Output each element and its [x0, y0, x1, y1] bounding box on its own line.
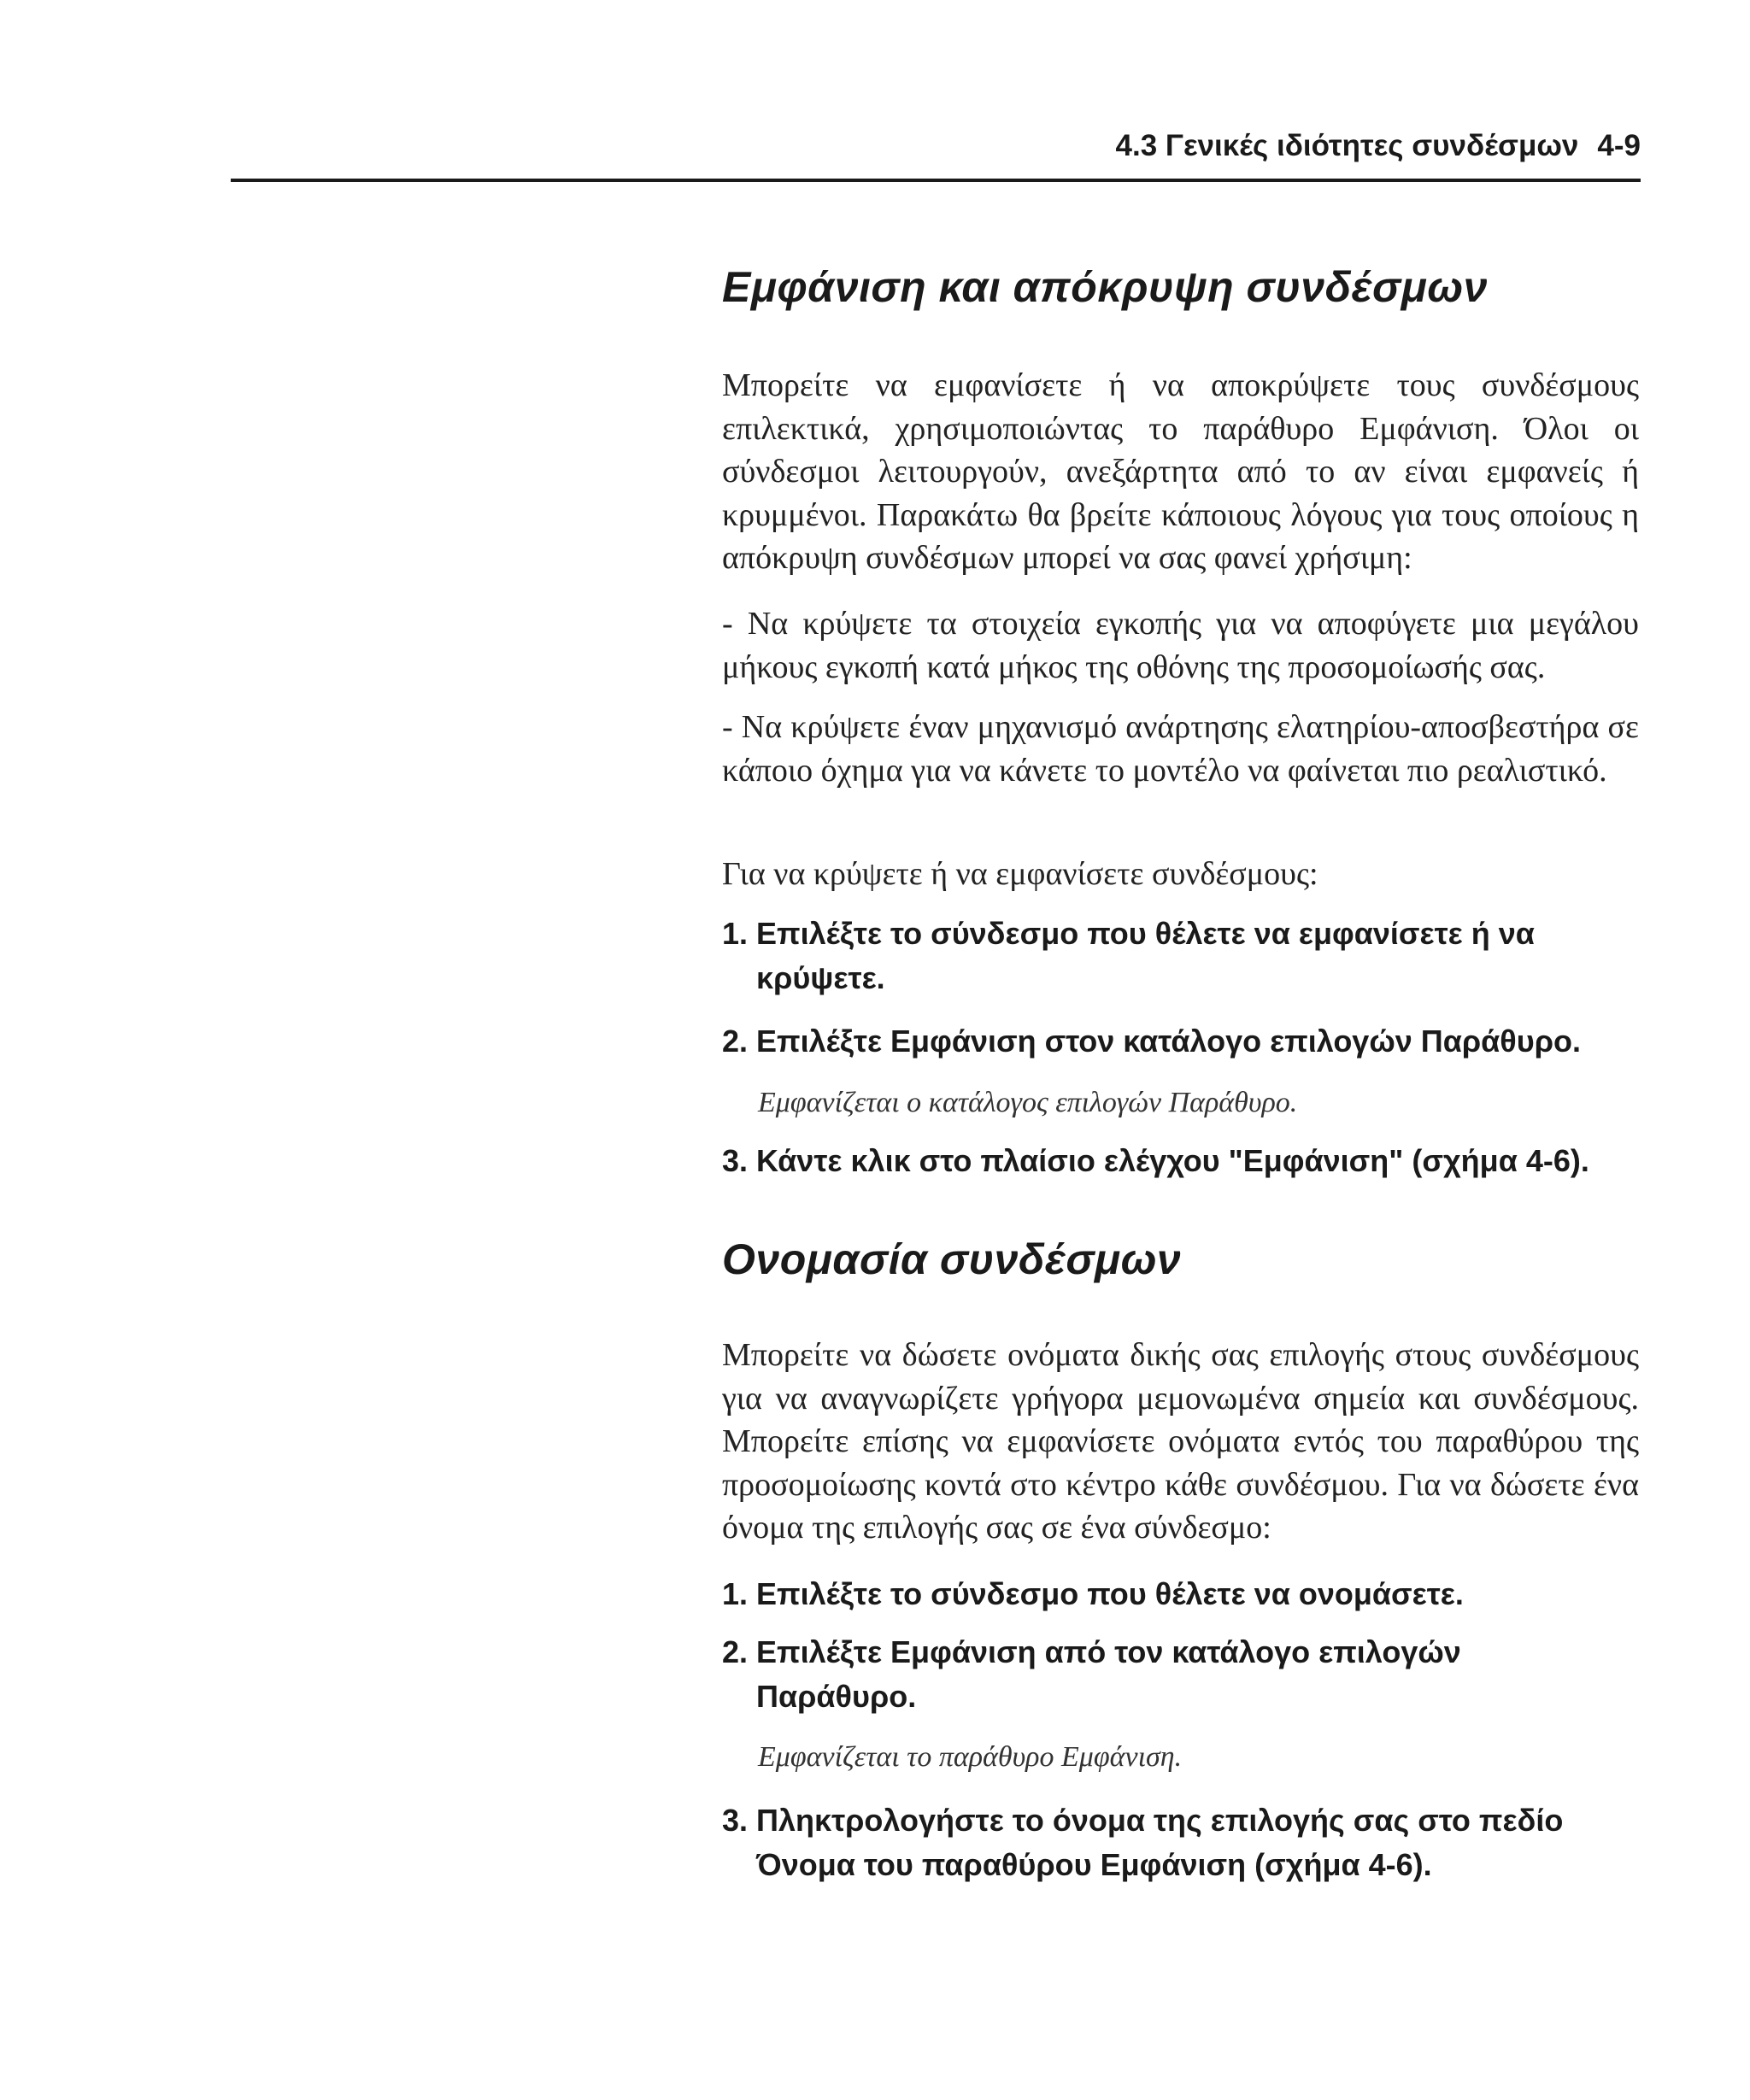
- section-title-naming: Ονομασία συνδέσμων: [722, 1235, 1182, 1283]
- paragraph-intro-naming: Μπορείτε να δώσετε ονόματα δικής σας επιλογής στους συνδέσμους για να αναγνωρίζετε γρήγορα μεμονωμένα σημεία και συνδέσμους. Μπορείτε επίσης να εμφανίσετε ονόματα εντός του παραθύρου της προσομοίωσης κοντά στο κέντρο κάθε συνδέσμου. Για να δώσετε ένα όνομα της επιλογής σας σε ένα σύνδεσμο:: [722, 1337, 1639, 1546]
- paragraph-reason-2: - Να κρύψετε έναν μηχανισμό ανάρτησης ελατηρίου-αποσβεστήρα σε κάποιο όχημα για να κάνετε το μοντέλο να φαίνεται πιο ρεαλιστικό.: [722, 709, 1639, 789]
- step-item: [722, 1139, 1639, 1183]
- step-item: [722, 1630, 1508, 1719]
- reason-1-block: [722, 602, 1639, 689]
- step-result-note: Εμφανίζεται ο κατάλογος επιλογών Παράθυρο.: [758, 1087, 1298, 1118]
- paragraph-intro-show-hide: Μπορείτε να εμφανίσετε ή να αποκρύψετε τους συνδέσμους επιλεκτικά, χρησιμοποιώντας το παράθυρο Εμφάνιση. Όλοι οι σύνδεσμοι λειτουργούν, ανεξάρτητα από το αν είναι εμφανείς ή κρυμμένοι. Παρακάτω θα βρείτε κάποιους λόγους για τους οποίους η απόκρυψη συνδέσμων μπορεί να σας φανεί χρήσιμη:: [722, 367, 1639, 576]
- naming-step-2-result-block: [722, 1738, 1639, 1777]
- section-show-hide-title-block: [722, 261, 1639, 313]
- step-number: 3.: [722, 1803, 749, 1838]
- step-result-note: Εμφανίζεται το παράθυρο Εμφάνιση.: [758, 1741, 1183, 1773]
- step-number: 2.: [722, 1024, 749, 1059]
- section-naming-intro-block: [722, 1334, 1639, 1550]
- step-text: Πληκτρολογήστε το όνομα της επιλογής σας στο πεδίο Όνομα του παραθύρου Εμφάνιση (σχήμα 4-6).: [756, 1803, 1564, 1882]
- page-number: 4-9: [1597, 129, 1641, 162]
- step-item: [722, 912, 1602, 1000]
- naming-step-3-block: [722, 1798, 1602, 1887]
- paragraph-reason-1: - Να κρύψετε τα στοιχεία εγκοπής για να αποφύγετε μια μεγάλου μήκους εγκοπή κατά μήκος της οθόνης της προσομοίωσής σας.: [722, 606, 1639, 685]
- step-text: Επιλέξτε Εμφάνιση από τον κατάλογο επιλογών Παράθυρο.: [756, 1634, 1461, 1714]
- step-number: 1.: [722, 916, 749, 951]
- step-number: 1.: [722, 1576, 749, 1611]
- header-rule: [231, 179, 1641, 182]
- step-item: [722, 1798, 1602, 1887]
- naming-step-1-block: [722, 1572, 1639, 1616]
- step-text: Επιλέξτε Εμφάνιση στον κατάλογο επιλογών Παράθυρο.: [756, 1024, 1581, 1059]
- section-naming-title-block: [722, 1234, 1639, 1285]
- section-show-hide-intro-block: [722, 364, 1639, 580]
- running-header: [231, 126, 1641, 166]
- header-section-title: 4.3 Γενικές ιδιότητες συνδέσμων: [1115, 129, 1579, 162]
- lead-block: [722, 853, 1639, 896]
- step-number: 3.: [722, 1143, 749, 1178]
- step-item: [722, 1019, 1639, 1064]
- step-text: Επιλέξτε το σύνδεσμο που θέλετε να ονομάσετε.: [756, 1576, 1464, 1611]
- step-1-block: [722, 912, 1602, 1000]
- step-text: Κάντε κλικ στο πλαίσιο ελέγχου "Εμφάνιση" (σχήμα 4-6).: [756, 1143, 1589, 1178]
- reason-2-block: [722, 706, 1639, 792]
- naming-step-2-block: [722, 1630, 1508, 1719]
- section-title-show-hide: Εμφάνιση και απόκρυψη συνδέσμων: [722, 263, 1488, 311]
- step-number: 2.: [722, 1634, 749, 1669]
- step-2-result-block: [722, 1083, 1639, 1123]
- step-text: Επιλέξτε το σύνδεσμο που θέλετε να εμφανίσετε ή να κρύψετε.: [756, 916, 1535, 995]
- paragraph-lead-show-hide: Για να κρύψετε ή να εμφανίσετε συνδέσμους:: [722, 856, 1318, 892]
- step-2-block: [722, 1019, 1639, 1064]
- step-item: [722, 1572, 1639, 1616]
- step-3-block: [722, 1139, 1639, 1183]
